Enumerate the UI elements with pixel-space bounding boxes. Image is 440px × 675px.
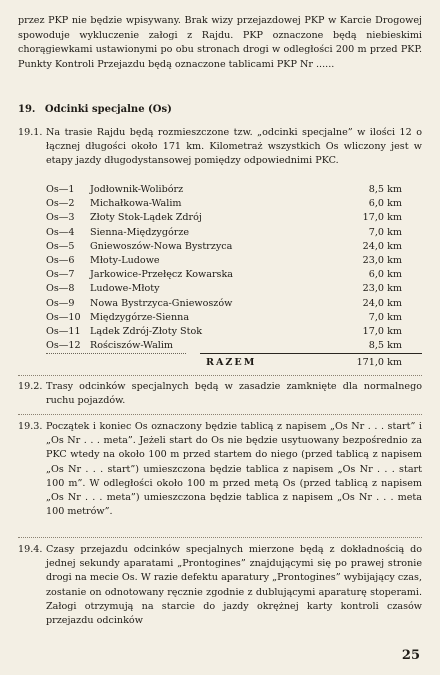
stage-distance: 6,0 km bbox=[368, 269, 402, 281]
special-stages-table bbox=[46, 183, 422, 353]
stage-name: Lądek Zdrój-Złoty Stok bbox=[90, 325, 203, 337]
paragraph-19-1 bbox=[18, 126, 422, 169]
stage-code: Os—5 bbox=[46, 240, 75, 252]
paragraph-number: 19.3. bbox=[18, 421, 43, 432]
stage-distance: 24,0 km bbox=[362, 297, 402, 309]
paragraph-19-3 bbox=[18, 420, 422, 519]
paragraph-text: Początek i koniec Os oznaczony będzie tablicą z napisem „Os Nr . . . start” i „Os Nr . . . meta”. Jeżeli start do Os nie będzie usytuowany bezpośrednio za PKC wtedy na około 100 m przed startem do niego (przed tablicą z napisem „Os Nr . . . start”) umieszczona będzie tablica z napisem „Os Nr . . . start 100 m”. W odległości około 100 m przed metą Os (przed tablicą z napisem „Os Nr . . . meta”) umieszczona będzie tablica z napisem „Os Nr . . . meta 100 metrów”. bbox=[46, 421, 422, 518]
table-row bbox=[46, 282, 422, 296]
total-label: RAZEM bbox=[206, 357, 257, 368]
stage-name: Jarkowice-Przełęcz Kowarska bbox=[90, 269, 234, 281]
table-row bbox=[46, 339, 422, 353]
paragraph-19-2 bbox=[18, 380, 422, 408]
stage-name: Nowa Bystrzyca-Gniewoszów bbox=[90, 297, 233, 309]
stage-name: Michałkowa-Walim bbox=[90, 198, 182, 210]
stage-distance: 17,0 km bbox=[362, 325, 402, 337]
stage-distance: 17,0 km bbox=[362, 212, 402, 224]
total-rule bbox=[200, 353, 422, 354]
divider bbox=[18, 375, 422, 376]
stage-code: Os—11 bbox=[46, 325, 81, 337]
table-row bbox=[46, 311, 422, 325]
stage-name: Rościszów-Walim bbox=[90, 340, 174, 352]
table-row bbox=[46, 226, 422, 240]
stage-code: Os—3 bbox=[46, 212, 75, 224]
stage-distance: 8,5 km bbox=[368, 340, 402, 352]
stage-code: Os—10 bbox=[46, 311, 81, 323]
total-row bbox=[46, 356, 422, 370]
table-row bbox=[46, 240, 422, 254]
stage-name: Gniewoszów-Nowa Bystrzyca bbox=[90, 240, 233, 252]
divider bbox=[18, 414, 422, 415]
stage-code: Os—6 bbox=[46, 254, 75, 266]
paragraph-text: Trasy odcinków specjalnych będą w zasadzie zamknięte dla normalnego ruchu pojazdów. bbox=[46, 381, 422, 407]
intro-paragraph: przez PKP nie będzie wpisywany. Brak wizy przejazdowej PKP w Karcie Drogowej spowoduje wykluczenie załogi z Rajdu. PKP oznaczone będą niebieskimi chorągiewkami ustawionymi po obu stronach drogi w odległości 200 m przed PKP. Punkty Kontroli Przejazdu będą oznaczone tablicami PKP Nr ...... bbox=[18, 15, 422, 70]
stage-code: Os—9 bbox=[46, 297, 75, 309]
divider bbox=[46, 353, 186, 354]
paragraph-number: 19.1. bbox=[18, 127, 43, 138]
stage-code: Os—8 bbox=[46, 283, 75, 295]
stage-distance: 6,0 km bbox=[368, 198, 402, 210]
stage-name: Międzygórze-Sienna bbox=[90, 311, 190, 323]
stage-distance: 7,0 km bbox=[368, 311, 402, 323]
section-number: 19. bbox=[18, 104, 36, 115]
stage-name: Złoty Stok-Lądek Zdrój bbox=[90, 212, 202, 224]
table-row bbox=[46, 268, 422, 282]
stage-distance: 7,0 km bbox=[368, 226, 402, 238]
stage-code: Os—4 bbox=[46, 226, 75, 238]
stage-distance: 24,0 km bbox=[362, 240, 402, 252]
stage-code: Os—12 bbox=[46, 340, 81, 352]
stage-code: Os—2 bbox=[46, 198, 75, 210]
stage-name: Ludowe-Młoty bbox=[90, 283, 160, 295]
table-row bbox=[46, 325, 422, 339]
table-row bbox=[46, 297, 422, 311]
divider bbox=[18, 537, 422, 538]
paragraph-19-4 bbox=[18, 543, 422, 628]
stage-name: Jodłownik-Wolibórz bbox=[90, 184, 184, 195]
stage-name: Sienna-Międzygórze bbox=[90, 226, 190, 238]
table-row bbox=[46, 211, 422, 225]
table-row bbox=[46, 183, 422, 197]
stage-code: Os—7 bbox=[46, 269, 75, 281]
stage-code: Os—1 bbox=[46, 184, 75, 195]
page-number: 25 bbox=[401, 648, 420, 663]
stage-name: Młoty-Ludowe bbox=[90, 254, 160, 266]
section-title: Odcinki specjalne (Os) bbox=[44, 104, 172, 115]
total-value: 171,0 km bbox=[356, 357, 402, 368]
stage-distance: 23,0 km bbox=[362, 254, 402, 266]
paragraph-number: 19.2. bbox=[18, 381, 43, 392]
table-row bbox=[46, 254, 422, 268]
section-heading bbox=[18, 104, 172, 115]
paragraph-number: 19.4. bbox=[18, 544, 43, 555]
stage-distance: 8,5 km bbox=[368, 184, 402, 195]
paragraph-text: Czasy przejazdu odcinków specjalnych mierzone będą z dokładnością do jednej sekundy aparatami „Prontogines” znajdującymi się po prawej stronie drogi na mecie Os. W razie defektu aparatury „Prontogines” wybijający czas, zostanie on odnotowany ręcznie zgodnie z dublującymi aparaturę stoperami. Załogi otrzymują na starcie do jazdy okrężnej karty kontroli czasów przejazdu odcinków bbox=[46, 544, 422, 627]
paragraph-text: Na trasie Rajdu będą rozmieszczone tzw. „odcinki specjalne” w ilości 12 o łącznej długości około 171 km. Kilometraż wszystkich Os wliczony jest w etapy jazdy długodystansowej pomiędzy odpowiednimi PKC. bbox=[46, 127, 422, 167]
stage-distance: 23,0 km bbox=[362, 283, 402, 295]
table-row bbox=[46, 197, 422, 211]
